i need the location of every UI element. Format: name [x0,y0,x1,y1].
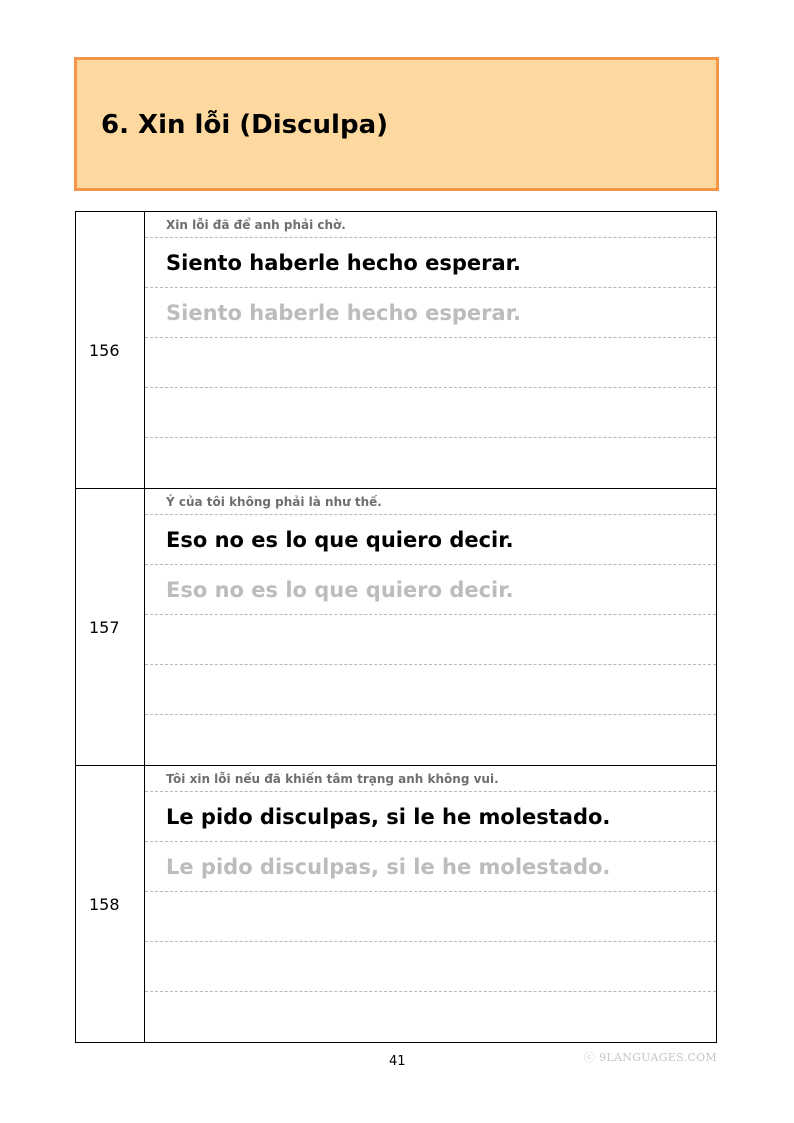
entry-lines [145,489,717,766]
writing-line [145,942,716,992]
page-number: 41 [389,1054,406,1069]
trace-sentence: Siento haberle hecho esperar. [145,288,716,338]
entry-157 [76,489,717,766]
entry-156 [76,212,717,489]
page-title: 6. Xin lỗi (Disculpa) [101,110,389,140]
vietnamese-hint: Ý của tôi không phải là như thế. [145,489,716,515]
writing-line [145,665,716,715]
writing-line [145,992,716,1042]
entry-number: 158 [76,766,145,1043]
entry-lines [145,766,717,1043]
writing-line [145,338,716,388]
trace-sentence: Eso no es lo que quiero decir. [145,565,716,615]
practice-table [75,211,717,1043]
writing-line [145,388,716,438]
writing-line [145,892,716,942]
entry-lines [145,212,717,489]
spanish-sentence: Eso no es lo que quiero decir. [145,515,716,565]
entry-number: 157 [76,489,145,766]
writing-line [145,615,716,665]
spanish-sentence: Le pido disculpas, si le he molestado. [145,792,716,842]
entry-number: 156 [76,212,145,489]
writing-line [145,438,716,488]
entry-158 [76,766,717,1043]
title-box [74,57,719,191]
trace-sentence: Le pido disculpas, si le he molestado. [145,842,716,892]
writing-line [145,715,716,765]
vietnamese-hint: Xin lỗi đã để anh phải chờ. [145,212,716,238]
copyright-notice: ⓒ 9LANGUAGES.COM [584,1051,717,1064]
vietnamese-hint: Tôi xin lỗi nếu đã khiến tâm trạng anh không vui. [145,766,716,792]
spanish-sentence: Siento haberle hecho esperar. [145,238,716,288]
